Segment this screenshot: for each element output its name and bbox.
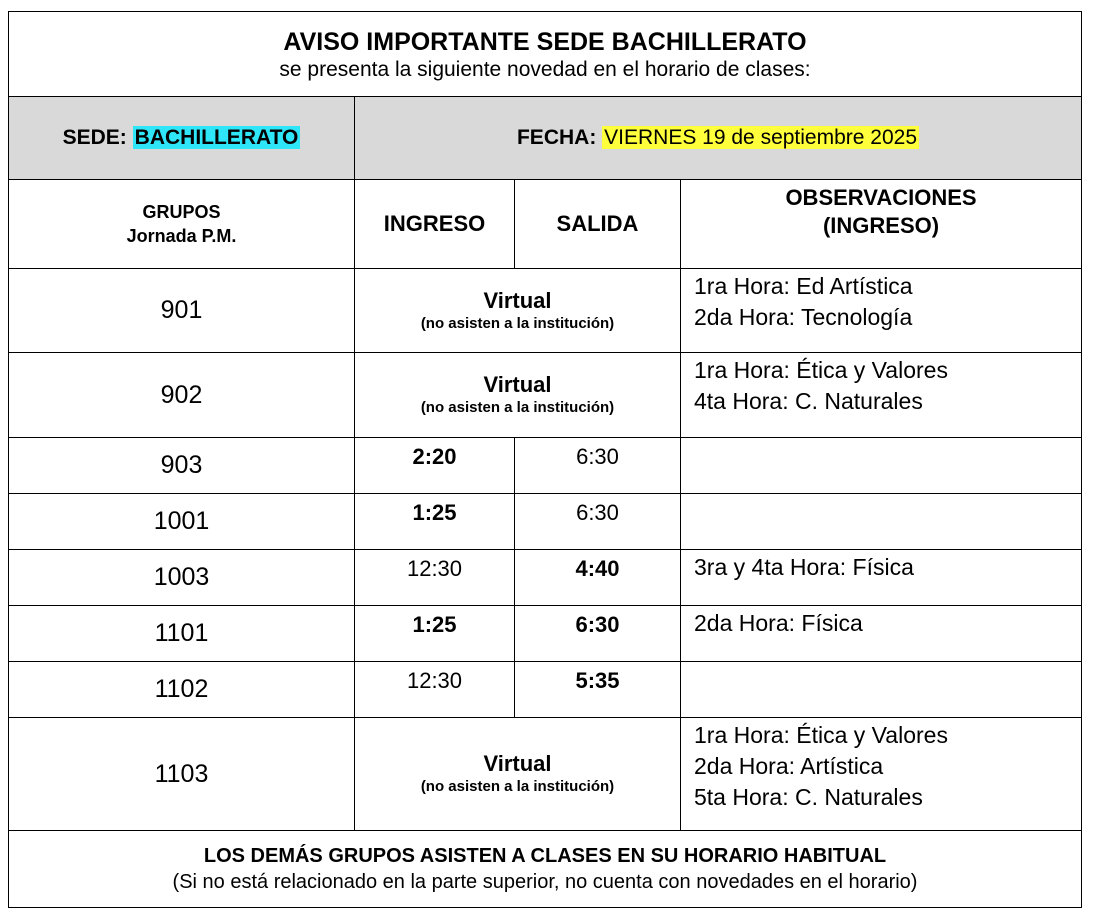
- virtual-note: (no asisten a la institución): [420, 399, 615, 416]
- column-header-groups: [9, 180, 355, 269]
- ingreso-cell: 12:30: [355, 550, 515, 606]
- observations-cell: 2da Hora: Física: [681, 606, 1082, 662]
- observation-line: 4ta Hora: C. Naturales: [694, 388, 923, 414]
- column-header-observaciones: [681, 180, 1082, 269]
- observations-cell: [681, 269, 1082, 353]
- ingreso-cell: 12:30: [355, 662, 515, 718]
- schedule-notice-table: [8, 11, 1082, 908]
- observations-cell: 3ra y 4ta Hora: Física: [681, 550, 1082, 606]
- fecha-cell: [355, 97, 1082, 180]
- observations-cell: [681, 662, 1082, 718]
- salida-cell: 6:30: [515, 494, 681, 550]
- virtual-note: (no asisten a la institución): [420, 778, 615, 795]
- group-cell: 1101: [9, 606, 355, 662]
- observation-line: 1ra Hora: Ed Artística: [694, 273, 913, 299]
- group-cell: 902: [9, 353, 355, 438]
- virtual-label: Virtual: [483, 751, 552, 776]
- group-cell: 903: [9, 438, 355, 494]
- salida-cell: 6:30: [515, 438, 681, 494]
- virtual-cell: [355, 353, 681, 438]
- group-cell: 1003: [9, 550, 355, 606]
- virtual-cell: [355, 718, 681, 831]
- sede-label: SEDE:: [62, 126, 127, 149]
- obs-header-line2: (INGRESO): [822, 213, 940, 238]
- ingreso-cell: 2:20: [355, 438, 515, 494]
- ingreso-cell: 1:25: [355, 606, 515, 662]
- salida-cell: 5:35: [515, 662, 681, 718]
- table-row: [9, 550, 1082, 606]
- obs-header-line1: OBSERVACIONES: [785, 185, 977, 210]
- observation-line: 2da Hora: Artística: [694, 753, 884, 779]
- column-header-ingreso: INGRESO: [355, 180, 515, 269]
- sede-cell: [9, 97, 355, 180]
- column-header-salida: SALIDA: [515, 180, 681, 269]
- group-cell: 1001: [9, 494, 355, 550]
- notice-footer: [9, 831, 1082, 908]
- sede-value: BACHILLERATO: [134, 126, 299, 149]
- notice-header: [9, 12, 1082, 97]
- observations-cell: [681, 353, 1082, 438]
- group-cell: 1103: [9, 718, 355, 831]
- table-row: [9, 353, 1082, 438]
- table-row: [9, 718, 1082, 831]
- observations-cell: [681, 438, 1082, 494]
- salida-cell: 4:40: [515, 550, 681, 606]
- group-cell: 901: [9, 269, 355, 353]
- footer-main-text: LOS DEMÁS GRUPOS ASISTEN A CLASES EN SU HORARIO HABITUAL: [203, 845, 887, 867]
- groups-header-line2: Jornada P.M.: [126, 226, 237, 246]
- observations-cell: [681, 494, 1082, 550]
- groups-header-line1: GRUPOS: [142, 202, 221, 222]
- observations-cell: [681, 718, 1082, 831]
- fecha-value: VIERNES 19 de septiembre 2025: [604, 126, 918, 149]
- virtual-label: Virtual: [483, 372, 552, 397]
- observation-line: 1ra Hora: Ética y Valores: [694, 722, 948, 748]
- group-cell: 1102: [9, 662, 355, 718]
- salida-cell: 6:30: [515, 606, 681, 662]
- virtual-cell: [355, 269, 681, 353]
- virtual-label: Virtual: [483, 287, 552, 313]
- observation-line: 2da Hora: Tecnología: [694, 304, 913, 330]
- observation-line: 1ra Hora: Ética y Valores: [694, 357, 948, 383]
- fecha-label: FECHA:: [516, 126, 597, 149]
- ingreso-cell: 1:25: [355, 494, 515, 550]
- notice-title: AVISO IMPORTANTE SEDE BACHILLERATO: [283, 27, 807, 56]
- table-row: [9, 494, 1082, 550]
- footer-sub-text: (Si no está relacionado en la parte superior, no cuenta con novedades en el horario): [172, 871, 918, 893]
- table-row: [9, 438, 1082, 494]
- notice-subtitle: se presenta la siguiente novedad en el horario de clases:: [279, 57, 811, 81]
- virtual-note: (no asisten a la institución): [420, 314, 615, 332]
- observation-line: 5ta Hora: C. Naturales: [694, 784, 923, 810]
- table-row: [9, 662, 1082, 718]
- table-row: [9, 269, 1082, 353]
- table-row: [9, 606, 1082, 662]
